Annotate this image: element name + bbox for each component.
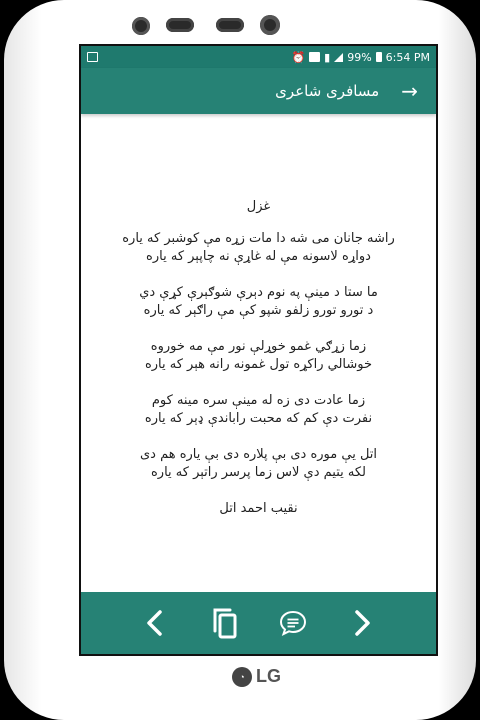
poem-stanza bbox=[81, 338, 436, 374]
share-message-button[interactable] bbox=[273, 603, 313, 643]
app-bar bbox=[81, 68, 436, 114]
battery-percent: 99% bbox=[347, 50, 372, 64]
poem-line: د تورو تورو زلفو شپو کې مې راګېر که یاره bbox=[143, 303, 374, 318]
app-title: مسافری شاعری bbox=[275, 82, 380, 100]
poem-line: دواړه لاسونه مې له غاړې نه چاپېر که یاره bbox=[146, 249, 371, 264]
previous-button[interactable] bbox=[135, 603, 175, 643]
lg-logo-icon: ◔ bbox=[232, 667, 252, 687]
poem-line: زما زړګي غمو خوړلې نور مې مه خوروه bbox=[150, 339, 367, 354]
copy-button[interactable] bbox=[204, 603, 244, 643]
status-bar bbox=[81, 46, 436, 68]
next-button[interactable] bbox=[342, 603, 382, 643]
poem-stanza bbox=[81, 446, 436, 482]
poem-line: نفرت دې کم که محبت راباندې ډېر که یاره bbox=[144, 411, 373, 426]
poem-stanza bbox=[81, 392, 436, 428]
chevron-left-icon bbox=[144, 610, 166, 636]
brand-logo bbox=[232, 666, 281, 687]
bottom-toolbar bbox=[81, 592, 436, 654]
poem-line: ما ستا د مینې په نوم دېرې شوګېرې کړې دي bbox=[139, 285, 378, 300]
gallery-notification-icon bbox=[87, 52, 98, 62]
speaker-grille bbox=[216, 18, 244, 32]
sensor-icon bbox=[132, 17, 150, 35]
vibrate-icon: ▮ bbox=[324, 50, 331, 64]
brand-name: LG bbox=[256, 666, 281, 686]
chevron-right-icon bbox=[351, 610, 373, 636]
poem-line: لکه یتیم دې لاس زما پرسر راتېر که یاره bbox=[150, 465, 367, 480]
poem-line: خوشالي راکړه تول غمونه رانه هېر که یاره bbox=[144, 357, 373, 372]
poem-line: راشه جانان می شه دا مات زړه مې کوشبر که یاره bbox=[122, 231, 395, 246]
back-arrow-icon[interactable]: → bbox=[401, 79, 418, 103]
chat-bubble-icon bbox=[279, 610, 307, 636]
alarm-icon: ⏰ bbox=[291, 50, 306, 64]
front-camera-icon bbox=[260, 15, 280, 35]
poem-stanza bbox=[81, 284, 436, 320]
battery-icon bbox=[376, 52, 382, 62]
nfc-icon bbox=[309, 52, 320, 62]
device-screen bbox=[81, 46, 436, 654]
poem-title: غزل bbox=[246, 199, 271, 214]
poem-content bbox=[81, 114, 436, 592]
poem-line: زما عادت دی زه له مینې سره مینه کوم bbox=[151, 393, 366, 408]
copy-icon bbox=[210, 607, 238, 639]
poem-line: اتل یې موره دی بې پلاره دی بې یاره هم دی bbox=[139, 447, 378, 462]
speaker-grille bbox=[166, 18, 194, 32]
poet-name: نقیب احمد اتل bbox=[219, 501, 298, 516]
signal-icon bbox=[334, 53, 343, 62]
clock: 6:54 PM bbox=[385, 50, 430, 64]
poem-stanza bbox=[81, 230, 436, 266]
